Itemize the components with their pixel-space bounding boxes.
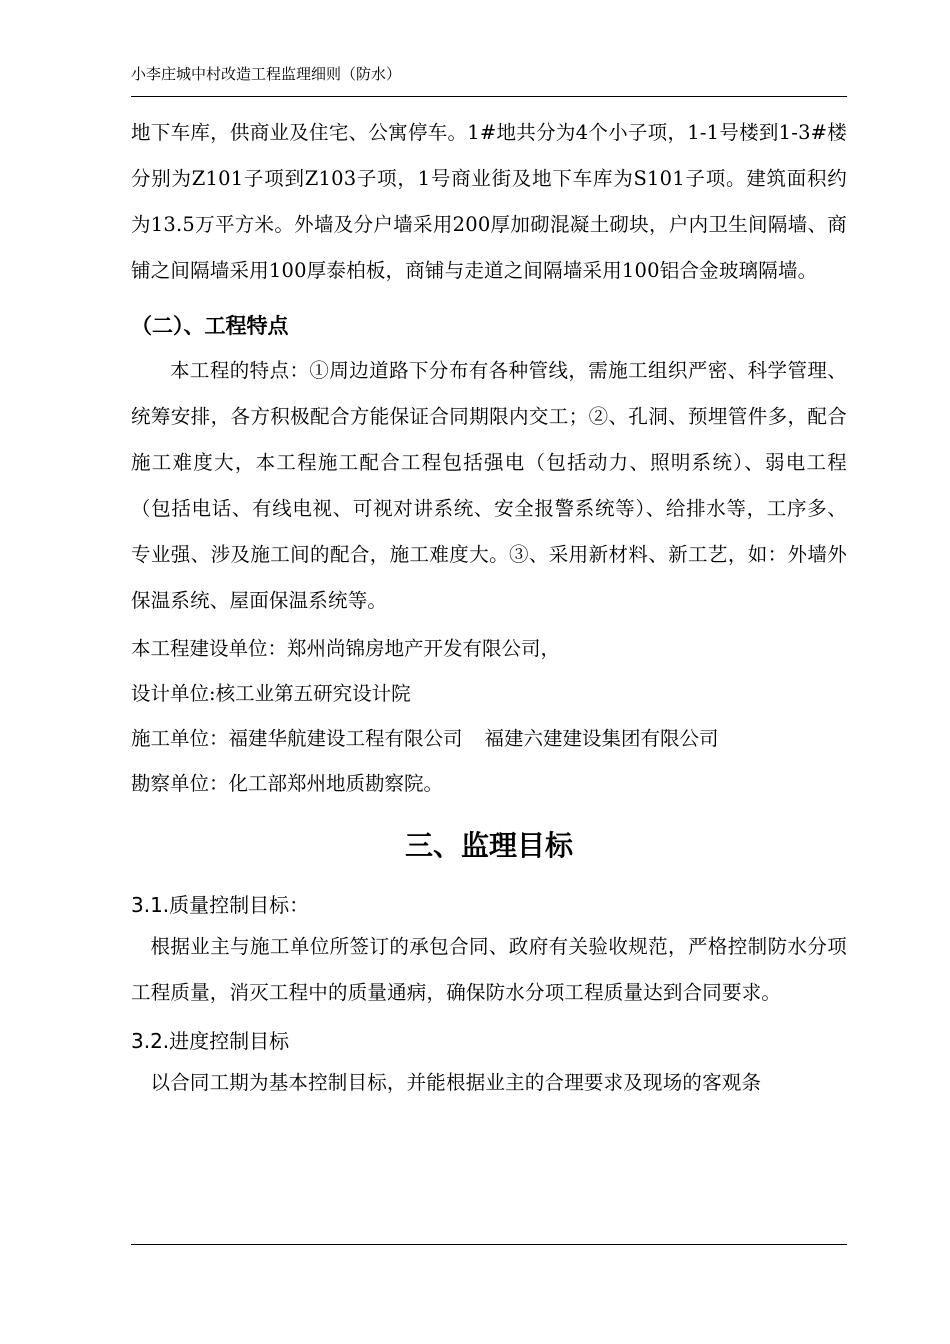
document-body [131, 110, 847, 1106]
features-heading: （二）、工程特点 [131, 314, 289, 338]
designer-unit: 设计单位:核工业第五研究设计院 [131, 682, 411, 705]
contractor-unit [131, 719, 847, 759]
overview-paragraph: 地下车库，供商业及住宅、公寓停车。1#地共分为4个小子项，1-1号楼到1-3#楼分别为Z101子项到Z103子项，1号商业街及地下车库为S101子项。建筑面积约为13.5万平方米。外墙及分户墙采用200厚加砌混凝土砌块，户内卫生间隔墙、商铺之间隔墙采用100厚泰柏板，商铺与走道之间隔墙采用100铝合金玻璃隔墙。 [131, 121, 847, 282]
header-divider [131, 96, 847, 97]
surveyor-unit: 勘察单位：化工部郑州地质勘察院。 [131, 772, 444, 795]
progress-paragraph: 以合同工期为基本控制目标，并能根据业主的合理要求及现场的客观条 [150, 1071, 762, 1094]
quality-heading: 3.1.质量控制目标： [131, 893, 310, 917]
quality-paragraph: 根据业主与施工单位所签订的承包合同、政府有关验收规范，严格控制防水分项工程质量，消灭工程中的质量通病，确保防水分项工程质量达到合同要求。 [131, 935, 847, 1004]
contractor-first: 施工单位：福建华航建设工程有限公司 [131, 727, 463, 750]
owner-unit: 本工程建设单位：郑州尚锦房地产开发有限公司， [131, 637, 561, 660]
section-title: 三、监理目标 [404, 829, 573, 862]
contractor-second: 福建六建建设集团有限公司 [484, 727, 719, 750]
features-paragraph: 本工程的特点：①周边道路下分布有各种管线，需施工组织严密、科学管理、统筹安排，各方积极配合方能保证合同期限内交工；②、孔洞、预埋管件多，配合施工难度大，本工程施工配合工程包括强电（包括动力、照明系统）、弱电工程（包括电话、有线电视、可视对讲系统、安全报警系统等）、给排水等，工序多、专业强、涉及施工间的配合，施工难度大。③、采用新材料、新工艺，如：外墙外保温系统、屋面保温系统等。 [131, 359, 847, 612]
page-header-title: 小李庄城中村改造工程监理细则（防水） [131, 65, 402, 83]
footer-divider [131, 1244, 847, 1245]
progress-heading: 3.2.进度控制目标 [131, 1029, 290, 1053]
